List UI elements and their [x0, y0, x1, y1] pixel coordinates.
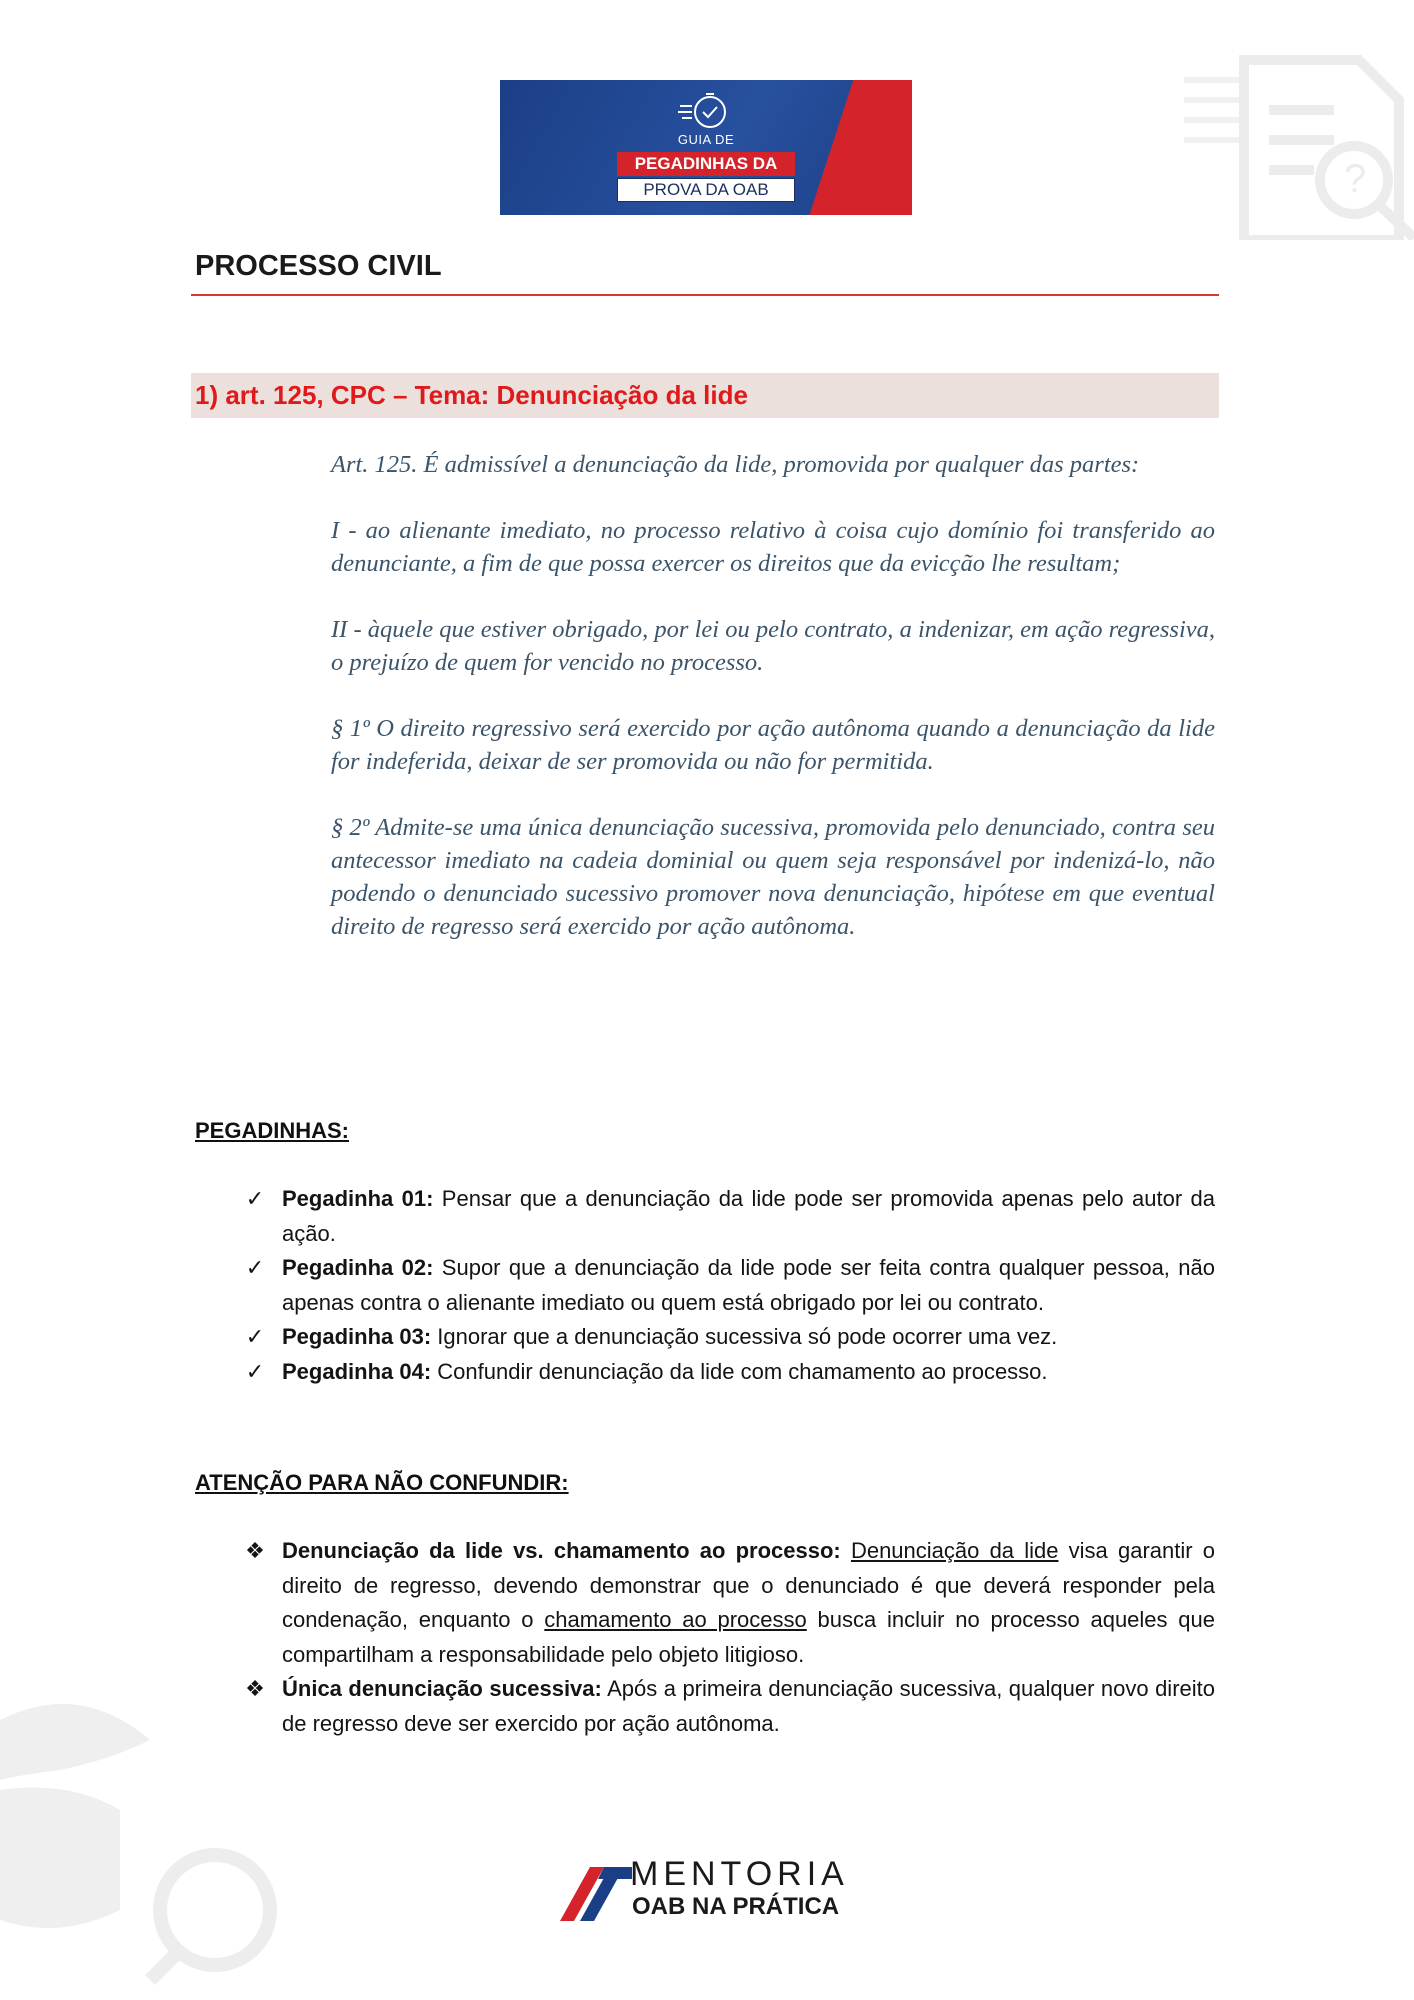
mentoria-logo [560, 1855, 860, 1925]
banner-guia-text: GUIA DE [677, 132, 735, 147]
pegadinha-text: Supor que a denunciação da lide pode ser feita contra qualquer pessoa, não apenas contra o alienante imediato ou quem está obrigado por lei ou contrato. [282, 1255, 1215, 1315]
banner-pegadinhas-text: PEGADINHAS DA [617, 152, 795, 176]
atencao-heading: ATENÇÃO PARA NÃO CONFUNDIR: [195, 1470, 569, 1495]
list-item [240, 1182, 1215, 1251]
pegadinha-label: Pegadinha 02: [282, 1255, 434, 1280]
svg-text:?: ? [1344, 157, 1367, 201]
guide-banner [500, 80, 912, 215]
checkmark-icon: ✓ [245, 1358, 265, 1384]
section-divider [191, 294, 1219, 296]
law-inciso-1: I - ao alienante imediato, no processo relativo à coisa cujo domínio foi transferido ao denunciante, a fim de que possa exercer os direitos que da evicção lhe resultam; [331, 517, 1215, 577]
document-search-watermark-icon [1184, 40, 1414, 240]
atencao-text: visa garantir o direito de regresso, devendo demonstrar que o denunciado é que deverá responder pela condenação, enquanto o [282, 1538, 1215, 1632]
pegadinha-label: Pegadinha 03: [282, 1324, 432, 1349]
atencao-text: busca incluir no processo aqueles que compartilham a responsabilidade pelo objeto litigioso. [282, 1607, 1216, 1667]
pegadinha-label: Pegadinha 04: [282, 1358, 432, 1384]
banner-accent [806, 80, 912, 215]
four-diamond-bullet-icon: ❖ [245, 1676, 265, 1701]
pegadinhas-heading: PEGADINHAS: [195, 1118, 350, 1143]
four-diamond-bullet-icon: ❖ [245, 1538, 265, 1563]
logo-line-1: MENTORIA [630, 1855, 849, 1893]
stopwatch-check-icon [676, 88, 736, 132]
list-item [240, 1355, 1215, 1390]
pegadinha-text: Ignorar que a denunciação sucessiva só pode ocorrer uma vez. [431, 1324, 1058, 1349]
checkmark-icon: ✓ [245, 1186, 265, 1211]
checkmark-icon: ✓ [245, 1255, 265, 1280]
logo-line-2: OAB NA PRÁTICA [632, 1893, 840, 1920]
topic-title: 1) art. 125, CPC – Tema: Denunciação da lide [195, 380, 748, 410]
pegadinhas-list [240, 1182, 1215, 1389]
list-item [240, 1534, 1215, 1672]
logo-mark-icon [560, 1859, 632, 1921]
pegadinha-label: Pegadinha 01: [282, 1186, 434, 1211]
law-caput: Art. 125. É admissível a denunciação da lide, promovida por qualquer das partes: [331, 451, 1140, 478]
checkmark-icon: ✓ [245, 1324, 265, 1349]
list-item [240, 1320, 1215, 1355]
topic-header [191, 373, 1219, 418]
pegadinha-text: Pensar que a denunciação da lide pode ser promovida apenas pelo autor da ação. [282, 1186, 1216, 1246]
atencao-label: Denunciação da lide vs. chamamento ao processo: [282, 1538, 841, 1563]
law-quote [331, 448, 1215, 976]
underlined-term: Denunciação da lide [850, 1538, 1059, 1563]
pegadinha-text: Confundir denunciação da lide com chamamento ao processo. [431, 1358, 1048, 1384]
underlined-term: chamamento ao processo [544, 1607, 807, 1632]
law-paragraph-1: § 1º O direito regressivo será exercido por ação autônoma quando a denunciação da lide for indeferida, deixar de ser promovida ou não for permitida. [331, 715, 1215, 775]
atencao-label: Única denunciação sucessiva: [282, 1676, 602, 1701]
law-paragraph-2: § 2º Admite-se uma única denunciação sucessiva, promovida pelo denunciado, contra seu antecessor imediato na cadeia dominial ou quem seja responsável por indenizá-lo, não podendo o denunciado sucessivo promover nova denunciação, hipótese em que eventual direito de regresso será exercido por ação autônoma. [331, 814, 1215, 940]
section-title: PROCESSO CIVIL [195, 250, 442, 282]
list-item [240, 1251, 1215, 1320]
atencao-list [240, 1534, 1215, 1741]
list-item [240, 1672, 1215, 1741]
atencao-text: Após a primeira denunciação sucessiva, qualquer novo direito de regresso deve ser exercido por ação autônoma. [282, 1676, 1215, 1736]
banner-prova-text: PROVA DA OAB [617, 178, 795, 202]
law-inciso-2: II - àquele que estiver obrigado, por lei ou pelo contrato, a indenizar, em ação regressiva, o prejuízo de quem for vencido no processo. [331, 616, 1215, 676]
